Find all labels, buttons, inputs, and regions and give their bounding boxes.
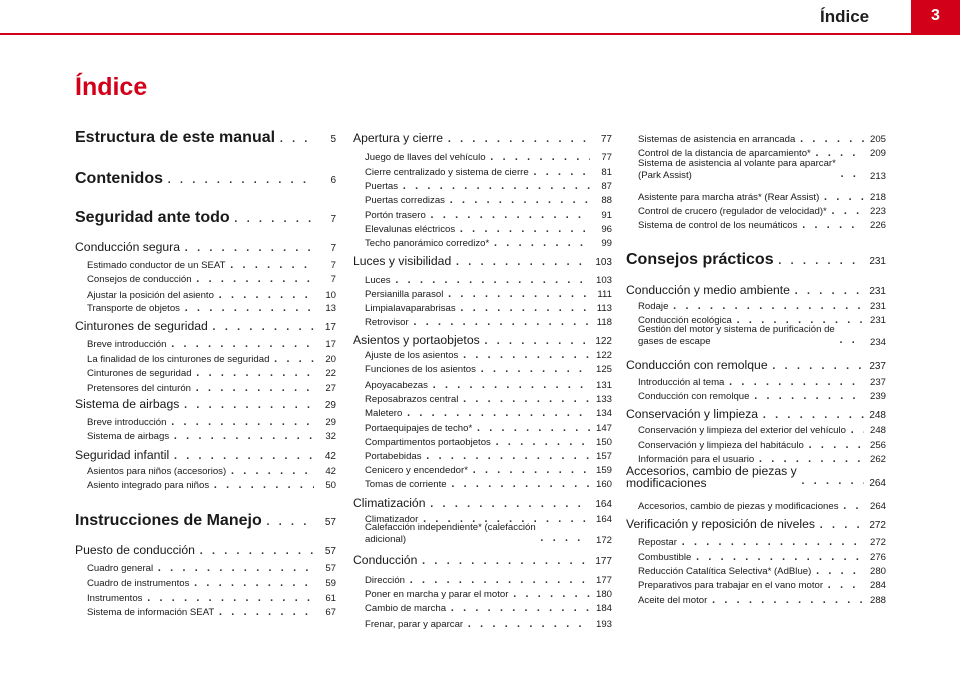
toc-entry-page: 29 [324, 400, 336, 411]
toc-entry-page: 237 [869, 377, 886, 388]
toc-entry-title: Conducción y medio ambiente [626, 283, 790, 297]
toc-entry[interactable] [353, 252, 612, 270]
toc-entry-title: Cuadro general [87, 563, 154, 574]
toc-entry-title: Sistemas de asistencia en arrancada [638, 134, 796, 145]
toc-entry[interactable] [75, 602, 336, 620]
toc-entry-title: Estimado conductor de un SEAT [87, 260, 226, 271]
toc-entry[interactable] [353, 522, 612, 546]
toc-entry-page: 96 [601, 224, 612, 235]
toc-entry-page: 205 [869, 134, 886, 145]
toc-entry-title: Cuadro de instrumentos [87, 578, 190, 589]
toc-entry-page: 209 [869, 148, 886, 159]
toc-entry-title: Accesorios, cambio de piezas y modificaciones [638, 501, 839, 512]
toc-entry-page: 111 [597, 289, 612, 300]
toc-entry[interactable] [626, 590, 886, 608]
toc-entry-title: Ajuste de los asientos [365, 350, 459, 361]
toc-entry-title: Combustible [638, 552, 692, 563]
toc-entry-page: 264 [869, 501, 886, 512]
toc-entry-page: 272 [869, 537, 886, 548]
toc-entry-title: Reposabrazos central [365, 394, 459, 405]
toc-entry-page: 13 [325, 303, 336, 314]
toc-entry[interactable] [626, 215, 886, 233]
toc-entry-page: 17 [325, 339, 336, 350]
toc-entry-page: 99 [601, 238, 612, 249]
toc-entry-title: Sistema de información SEAT [87, 607, 215, 618]
dot-leader [840, 164, 864, 182]
toc-entry-title: Conducción con remolque [638, 391, 750, 402]
toc-entry-title: Portaequipajes de techo* [365, 423, 473, 434]
toc-entry[interactable] [353, 312, 612, 330]
toc-entry-page: 231 [869, 256, 886, 267]
toc-entry-page: 42 [324, 451, 336, 462]
toc-entry-title-line-2: adicional) [365, 534, 407, 545]
toc-entry-title: Conducción segura [75, 240, 181, 254]
toc-entry-page: 150 [595, 437, 612, 448]
toc-entry-page: 6 [330, 175, 336, 186]
toc-entry-title: Cinturones de seguridad [87, 368, 192, 379]
dot-leader [421, 551, 590, 569]
dot-leader [451, 474, 590, 492]
toc-entry-page: 131 [595, 380, 612, 391]
toc-entry-title: Compartimentos portaobjetos [365, 437, 491, 448]
toc-entry-page: 91 [601, 210, 612, 221]
dot-leader [843, 496, 865, 514]
toc-entry[interactable] [75, 317, 336, 335]
toc-entry-page: 226 [869, 220, 886, 231]
toc-entry-page: 239 [869, 391, 886, 402]
toc-entry-title-line-1: Accesorios, cambio de piezas y [626, 464, 797, 478]
toc-entry-title-line-1: Sistema de asistencia al volante para aparcar* [638, 158, 836, 169]
toc-entry-page: 103 [595, 275, 612, 286]
dot-leader [184, 238, 314, 256]
toc-entry-title: Contenidos [75, 170, 163, 187]
toc-entry-page: 134 [595, 408, 612, 419]
toc-entry-page: 5 [330, 134, 336, 145]
toc-entry-title: Reducción Catalítica Selectiva* (AdBlue) [638, 566, 812, 577]
toc-entry-title: Apoyacabezas [365, 380, 428, 391]
toc-entry-title: Sistema de control de los neumáticos [638, 220, 798, 231]
toc-entry-page: 157 [595, 451, 612, 462]
toc-entry-title: Instrumentos [87, 593, 143, 604]
toc-entry-page: 177 [595, 575, 612, 586]
toc-entry-page: 7 [330, 214, 336, 225]
toc-entry-page: 118 [596, 317, 612, 328]
dot-leader [212, 317, 314, 335]
dot-leader [753, 386, 864, 404]
toc-entry[interactable] [626, 386, 886, 404]
dot-leader [455, 252, 590, 270]
toc-entry-title: Verificación y reposición de niveles [626, 517, 816, 531]
toc-entry-title: Asiento integrado para niños [87, 480, 210, 491]
toc-entry-title: Tomas de corriente [365, 479, 447, 490]
toc-entry-page: 234 [869, 337, 886, 348]
toc-entry-title: Control de crucero (regulador de velocidad)* [638, 206, 827, 217]
toc-entry-page: 159 [595, 465, 612, 476]
toc-entry-title: La finalidad de los cinturones de seguridad [87, 354, 270, 365]
toc-entry-page: 160 [595, 479, 612, 490]
page-number-badge: 3 [911, 0, 960, 35]
toc-entry-title: Transporte de objetos [87, 303, 180, 314]
toc-entry-title [638, 158, 836, 182]
dot-leader [234, 209, 314, 227]
toc-entry-page: 147 [595, 423, 612, 434]
toc-entry-page: 7 [330, 274, 336, 285]
toc-entry-title: Conducción [353, 553, 418, 567]
toc-entry-title: Seguridad ante todo [75, 209, 230, 226]
toc-entry-page: 32 [325, 431, 336, 442]
toc-entry-title: Portón trasero [365, 210, 426, 221]
toc-entry[interactable] [626, 158, 886, 182]
toc-entry-title: Conservación y limpieza [626, 407, 759, 421]
toc-entry-title: Breve introducción [87, 339, 167, 350]
toc-entry-page: 17 [324, 322, 336, 333]
toc-entry-page: 256 [869, 440, 886, 451]
toc-entry-title: Estructura de este manual [75, 129, 276, 146]
toc-entry-page: 87 [601, 181, 612, 192]
toc-entry-page: 67 [325, 607, 336, 618]
toc-entry-title: Juego de llaves del vehículo [365, 152, 486, 163]
toc-entry-page: 213 [869, 171, 886, 182]
toc-entry-page: 172 [595, 535, 612, 546]
toc-entry-page: 59 [325, 578, 336, 589]
toc-entry-page: 231 [869, 315, 886, 326]
toc-entry-title: Rodaje [638, 301, 669, 312]
dot-leader [819, 515, 864, 533]
toc-entry-title: Asientos y portaobjetos [353, 333, 480, 347]
toc-entry-page: 88 [601, 195, 612, 206]
dot-leader [493, 233, 590, 251]
toc-entry-title: Breve introducción [87, 417, 167, 428]
toc-entry-page: 276 [869, 552, 886, 563]
toc-entry-title: Ajustar la posición del asiento [87, 290, 214, 301]
toc-entry-page: 184 [595, 603, 612, 614]
toc-entry-page: 122 [595, 336, 612, 347]
toc-entry-title: Puesto de conducción [75, 543, 195, 557]
toc-entry-title: Sistema de airbags [87, 431, 170, 442]
toc-entry-page: 103 [595, 257, 612, 268]
toc-entry-page: 122 [595, 350, 612, 361]
toc-entry-page: 81 [601, 167, 612, 178]
toc-entry-page: 248 [869, 425, 886, 436]
toc-entry-page: 231 [869, 286, 886, 297]
toc-entry-page: 284 [869, 580, 886, 591]
toc-entry-title: Persianilla parasol [365, 289, 444, 300]
toc-entry-title: Poner en marcha y parar el motor [365, 589, 509, 600]
dot-leader [447, 129, 590, 147]
toc-entry-page: 27 [325, 383, 336, 394]
toc-entry[interactable] [626, 324, 886, 348]
toc-entry-page: 164 [595, 514, 612, 525]
toc-entry-page: 42 [325, 466, 336, 477]
toc-entry-page: 193 [595, 619, 612, 630]
dot-leader [279, 129, 314, 147]
toc-entry-title-line-2: modificaciones [626, 476, 707, 490]
toc-entry-page: 22 [325, 368, 336, 379]
toc-entry[interactable] [626, 251, 886, 269]
dot-leader [218, 602, 314, 620]
toc-entry-title: Retrovisor [365, 317, 409, 328]
toc-entry-title [365, 522, 536, 546]
toc-entry-page: 77 [600, 134, 612, 145]
toc-entry-title-line-1: Calefacción independiente* (calefacción [365, 522, 536, 533]
toc-entry-title: Cenicero y encendedor* [365, 465, 468, 476]
header-rule [0, 33, 911, 35]
toc-entry-page: 237 [869, 361, 886, 372]
toc-entry-page: 125 [595, 364, 612, 375]
toc-entry-title: Introducción al tema [638, 377, 725, 388]
toc-entry-title: Control de la distancia de aparcamiento* [638, 148, 811, 159]
dot-leader [467, 614, 590, 632]
toc-entry-title: Seguridad infantil [75, 448, 170, 462]
toc-entry-title: Preparativos para trabajar en el vano motor [638, 580, 824, 591]
toc-entry-title: Conducción con remolque [626, 358, 768, 372]
page-title: Índice [75, 73, 148, 101]
toc-entry-title: Asientos para niños (accesorios) [87, 466, 227, 477]
toc-entry-page: 7 [330, 260, 336, 271]
toc-entry-title: Climatizador [365, 514, 419, 525]
dot-leader [801, 471, 864, 489]
toc-entry-page: 262 [869, 454, 886, 465]
toc-entry-title: Luces [365, 275, 391, 286]
toc-entry-title: Información para el usuario [638, 454, 755, 465]
dot-leader [801, 215, 864, 233]
toc-entry-page: 7 [330, 243, 336, 254]
toc-entry[interactable] [75, 238, 336, 256]
toc-entry-page: 57 [324, 546, 336, 557]
toc-entry-page: 61 [325, 593, 336, 604]
toc-entry[interactable] [353, 551, 612, 569]
toc-entry-title: Consejos prácticos [626, 251, 774, 268]
toc-entry-title: Maletero [365, 408, 403, 419]
toc-entry-title: Cambio de marcha [365, 603, 447, 614]
toc-entry[interactable] [75, 512, 336, 530]
header-section-title: Índice [820, 7, 870, 26]
toc-entry-page: 57 [324, 517, 336, 528]
toc-entry-title: Frenar, parar y aparcar [365, 619, 464, 630]
toc-entry-title: Puertas corredizas [365, 195, 445, 206]
dot-leader [167, 170, 314, 188]
dot-leader [711, 590, 864, 608]
toc-entry[interactable] [75, 378, 336, 396]
toc-entry-title: Luces y visibilidad [353, 254, 452, 268]
dot-leader [778, 251, 864, 269]
toc-entry-page: 29 [325, 417, 336, 428]
toc-entry-title: Asistente para marcha atrás* (Rear Assist) [638, 192, 820, 203]
dot-leader [266, 512, 314, 530]
toc-entry-page: 57 [325, 563, 336, 574]
toc-entry[interactable] [75, 395, 336, 413]
toc-entry-title: Limpialavaparabrisas [365, 303, 456, 314]
toc-entry-title: Pretensores del cinturón [87, 383, 191, 394]
dot-leader [839, 330, 864, 348]
toc-entry-title [638, 324, 835, 348]
toc-entry[interactable] [75, 209, 336, 227]
toc-entry-page: 77 [601, 152, 612, 163]
toc-entry-title: Conservación y limpieza del habitáculo [638, 440, 804, 451]
toc-entry[interactable] [353, 614, 612, 632]
toc-entry[interactable] [75, 298, 336, 316]
toc-entry-title: Conducción ecológica [638, 315, 732, 326]
toc-entry-title: Dirección [365, 575, 405, 586]
toc-entry-page: 177 [595, 556, 612, 567]
toc-entry-page: 20 [325, 354, 336, 365]
toc-entry-title: Apertura y cierre [353, 131, 444, 145]
toc-entry-title [626, 465, 797, 489]
toc-entry-title: Sistema de airbags [75, 397, 180, 411]
dot-leader [184, 298, 314, 316]
toc-entry[interactable] [626, 496, 886, 514]
toc-entry-title: Puertas [365, 181, 399, 192]
dot-leader [540, 528, 590, 546]
toc-entry-page: 288 [869, 595, 886, 606]
toc-entry-page: 272 [869, 520, 886, 531]
toc-entry-title: Techo panorámico corredizo* [365, 238, 490, 249]
toc-entry-title: Elevalunas eléctricos [365, 224, 456, 235]
toc-entry-page: 231 [869, 301, 886, 312]
toc-entry-page: 164 [595, 499, 612, 510]
toc-entry-title: Consejos de conducción [87, 274, 192, 285]
toc-entry-title: Funciones de los asientos [365, 364, 476, 375]
toc-entry[interactable] [75, 426, 336, 444]
dot-leader [173, 426, 314, 444]
toc-entry-title: Climatización [353, 496, 426, 510]
toc-entry-title: Conservación y limpieza del exterior del vehículo [638, 425, 846, 436]
dot-leader [213, 475, 314, 493]
toc-entry-title-line-1: Gestión del motor y sistema de purificación de [638, 324, 835, 335]
toc-entry-title: Repostar [638, 537, 677, 548]
toc-entry-page: 180 [595, 589, 612, 600]
toc-entry-page: 113 [596, 303, 612, 314]
toc-entry-page: 50 [325, 480, 336, 491]
dot-leader [413, 312, 590, 330]
toc-entry[interactable] [626, 515, 886, 533]
toc-entry-title: Cinturones de seguridad [75, 319, 208, 333]
toc-entry-page: 280 [869, 566, 886, 577]
toc-entry[interactable] [75, 129, 336, 147]
dot-leader [183, 395, 314, 413]
toc-entry[interactable] [353, 129, 612, 147]
toc-entry-page: 223 [869, 206, 886, 217]
toc-entry[interactable] [75, 541, 336, 559]
toc-entry-page: 248 [869, 410, 886, 421]
toc-entry-page: 10 [325, 290, 336, 301]
dot-leader [195, 378, 314, 396]
toc-entry-title-line-2: gases de escape [638, 336, 711, 347]
dot-leader [199, 541, 314, 559]
toc-entry[interactable] [353, 474, 612, 492]
toc-entry-title: Cierre centralizado y sistema de cierre [365, 167, 529, 178]
toc-entry[interactable] [626, 465, 886, 489]
toc-entry-title-line-2: (Park Assist) [638, 170, 692, 181]
toc-entry-title: Portabebidas [365, 451, 422, 462]
toc-entry[interactable] [353, 233, 612, 251]
toc-entry-title: Aceite del motor [638, 595, 708, 606]
toc-entry-title: Instrucciones de Manejo [75, 512, 262, 529]
toc-entry[interactable] [75, 475, 336, 493]
toc-entry[interactable] [75, 170, 336, 188]
toc-entry-page: 133 [595, 394, 612, 405]
toc-entry-page: 264 [869, 478, 886, 489]
toc-entry-page: 218 [869, 192, 886, 203]
